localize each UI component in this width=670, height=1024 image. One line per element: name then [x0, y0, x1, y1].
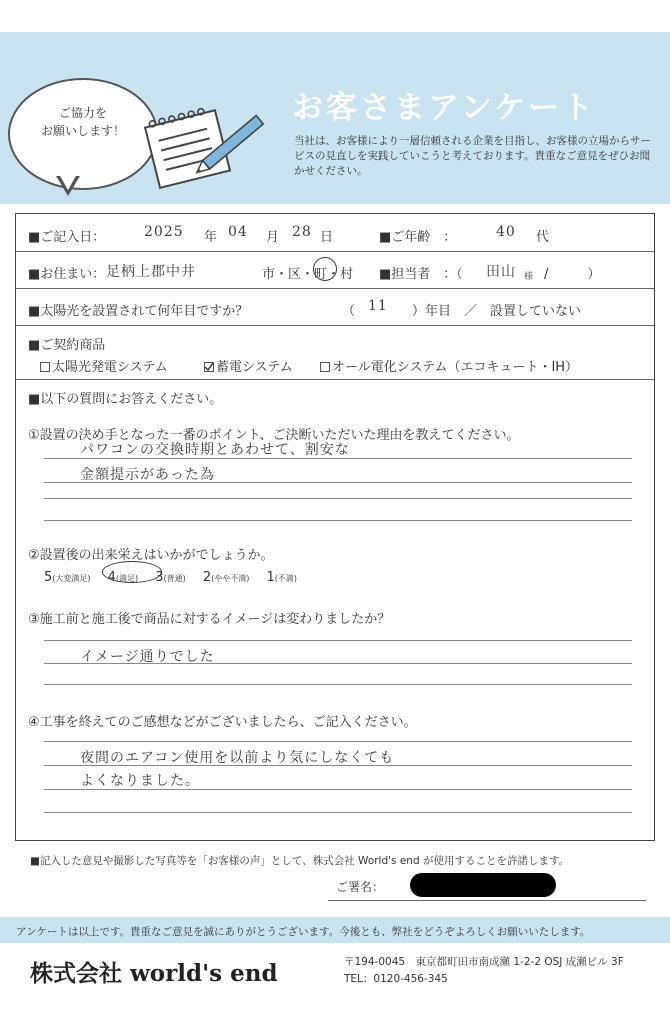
address-choice-circle: [313, 257, 337, 281]
date-label: ■ご記入日：: [28, 230, 106, 245]
contract-label: ■ご契約商品: [28, 338, 106, 353]
staff-honorific: 様: [524, 272, 535, 282]
answer-4-line-1: 夜間のエアコン使用を以前より気にしなくても: [80, 750, 395, 766]
rating-option[interactable]: 1(不満): [266, 570, 298, 585]
date-day-unit: 日: [320, 230, 334, 245]
survey-form: [15, 213, 655, 841]
rating-scale: [44, 566, 297, 585]
address-value: 足柄上郡中井: [106, 264, 196, 280]
age-label: ■ご年齢 ：: [379, 230, 457, 245]
row-date-age: [16, 214, 654, 252]
solar-close: ）年目 ／ 設置していない: [412, 304, 582, 319]
question-3: ③施工前と施工後で商品に対するイメージは変わりましたか？: [28, 612, 391, 627]
contract-option-solar[interactable]: 太陽光発電システム: [40, 356, 168, 375]
contract-option-storage[interactable]: 蓄電システム: [204, 356, 293, 375]
rating-option[interactable]: 5(大変満足): [44, 570, 91, 585]
staff-value: 田山: [486, 264, 516, 280]
question-1: ①設置の決め手となった一番のポイント、ご決断いただいた理由を教えてください。: [28, 428, 520, 443]
checkbox-all-electric[interactable]: [320, 362, 330, 372]
rating-option[interactable]: 2(やや不満): [202, 570, 250, 585]
rating-option-selected[interactable]: 4(満足): [108, 566, 139, 585]
footer-thanks: アンケートは以上です。貴重なご意見を誠にありがとうございます。今後とも、弊社をどうぞよろしくお願いいたします。: [16, 926, 591, 938]
address-line: 〒194-0045 東京都町田市南成瀬 1-2-2 OSJ 成瀬ビル 3F: [344, 956, 624, 968]
company-address: [344, 954, 624, 988]
date-month: 04: [228, 224, 248, 240]
consent-text: ■記入した意見や撮影した写真等を「お客様の声」として、株式会社 World's end が使用することを許諾します。: [30, 855, 570, 867]
bubble-text: ご協力を お願いします！: [40, 106, 125, 138]
questions-header: ■以下の質問にお答えください。: [28, 392, 223, 407]
solar-question: ■太陽光を設置されて何年目ですか？: [28, 304, 249, 319]
staff-close: / ）: [544, 267, 601, 282]
answer-1-line-2: 金額提示があった為: [80, 467, 215, 483]
signature-redacted: [410, 873, 556, 897]
tel-line: TEL：0120-456-345: [344, 973, 448, 985]
checkmark-icon: [204, 362, 214, 372]
answer-1-line-1: パワコンの交換時期とあわせて、割安な: [80, 442, 350, 458]
signature-label: ご署名：: [336, 880, 385, 894]
rating-selected-circle: [102, 561, 162, 583]
answer-4-line-2: よくなりました。: [80, 773, 200, 789]
solar-open: （: [342, 304, 356, 319]
solar-years-value: 11: [368, 298, 388, 314]
date-month-unit: 月: [266, 230, 280, 245]
address-options: 市・区・町・村: [262, 267, 354, 282]
question-4: ④工事を終えてのご感想などがございましたら、ご記入ください。: [28, 715, 417, 730]
date-year: 2025: [144, 224, 184, 240]
row-address-staff: [16, 252, 654, 289]
signature-line: [328, 900, 646, 901]
staff-label: ■担当者 ：（: [379, 267, 463, 282]
notepad-pencil-icon: [138, 96, 270, 196]
row-contract: [16, 326, 654, 380]
address-label: ■お住まい：: [28, 267, 106, 282]
survey-title: お客さまアンケート: [292, 90, 597, 126]
rating-option[interactable]: 3(普通): [155, 570, 186, 585]
question-2: ②設置後の出来栄えはいかがでしょうか。: [28, 548, 274, 563]
date-year-unit: 年: [204, 230, 218, 245]
checkbox-storage-checked[interactable]: [204, 362, 214, 372]
answer-3-line-1: イメージ通りでした: [80, 649, 215, 665]
row-solar-years: [16, 289, 654, 326]
checkbox-solar[interactable]: [40, 362, 50, 372]
age-unit: 代: [536, 230, 550, 245]
company-name: 株式会社 world's end: [30, 960, 278, 987]
date-day: 28: [292, 224, 312, 240]
intro-text: 当社は、お客様により一層信頼される企業を目指し、お客様の立場からサービスの見直しを実践していこうと考えております。貴重なご意見をぜひお聞かせください。: [294, 135, 651, 177]
contract-option-all-electric[interactable]: オール電化システム（エコキュート・IH）: [320, 356, 578, 375]
age-value: 40: [496, 224, 516, 240]
